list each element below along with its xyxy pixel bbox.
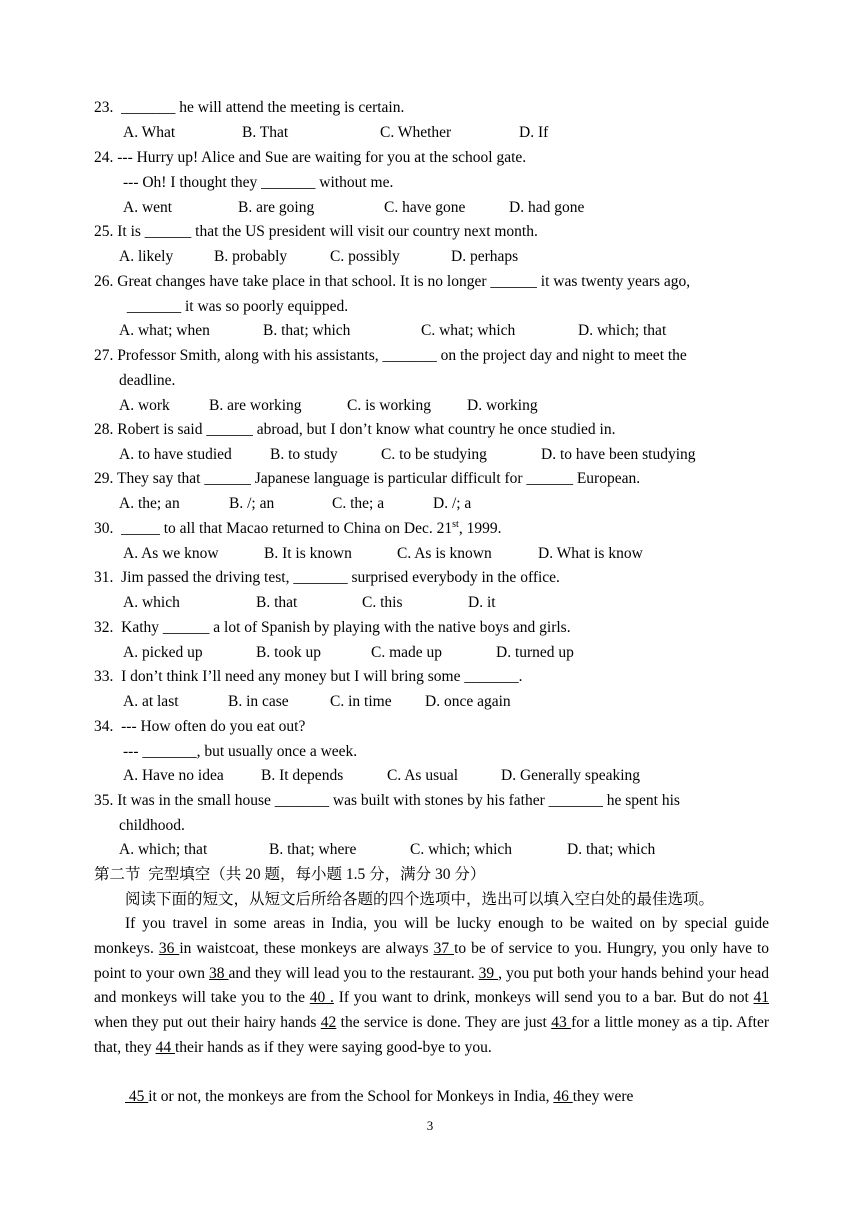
option-d: D. If (519, 124, 549, 141)
option-b: B. that (256, 594, 298, 611)
option-d: D. perhaps (451, 248, 519, 265)
option-d: D. turned up (496, 644, 574, 661)
blank-41: 41 (753, 989, 770, 1007)
option-d: D. once again (425, 693, 511, 710)
option-b: B. to study (270, 446, 338, 463)
option-d: D. that; which (567, 841, 656, 858)
option-c: C. Whether (380, 124, 452, 141)
option-c: C. the; a (332, 495, 385, 512)
option-a: A. picked up (123, 644, 203, 661)
option-a: A. As we know (123, 545, 219, 562)
question-27-cont: deadline. (119, 372, 176, 389)
option-b: B. probably (214, 248, 288, 265)
option-a: A. which (123, 594, 180, 611)
question-24-cont: --- Oh! I thought they _______ without me. (123, 174, 394, 191)
option-c: C. As is known (397, 545, 492, 562)
section-title: 第二节 完型填空（共 20 题，每小题 1.5 分，满分 30 分） (94, 866, 486, 883)
question-33-stem: 33. I don’t think I’ll need any money but I will bring some _______. (94, 668, 523, 685)
option-a: A. Have no idea (123, 767, 224, 784)
option-b: B. are going (238, 199, 315, 216)
option-b: B. that; which (263, 322, 351, 339)
option-a: A. the; an (119, 495, 180, 512)
option-d: D. it (468, 594, 496, 611)
option-b: B. that; where (269, 841, 357, 858)
question-29-stem: 29. They say that ______ Japanese language is particular difficult for ______ European. (94, 470, 641, 487)
option-b: B. It is known (264, 545, 352, 562)
option-c: C. which; which (410, 841, 513, 858)
blank-44: 44 (155, 1038, 175, 1056)
passage-paragraph-1: If you travel in some areas in India, you will be lucky enough to be waited on by special guide monkeys. 36 in waistcoat, these monkeys are always 37 to be of service to you. Hungry, you only have to point to your own 38 and they will lead you to the restaurant. 39 , you put both your hands behind your head and monkeys will take you to the 40 . If you want to drink, monkeys will send you to a bar. But do not 41 when they put out their hairy hands 42 the service is done. They are just 43 for a little money as a tip. After that, they 44 their hands as if they were saying good-bye to you. (94, 915, 770, 1056)
blank-40: 40 . (309, 989, 334, 1007)
blank-38: 38 (209, 964, 229, 982)
option-b: B. /; an (229, 495, 275, 512)
question-31-stem: 31. Jim passed the driving test, _______ surprised everybody in the office. (94, 569, 560, 586)
option-c: C. in time (330, 693, 392, 710)
blank-45: 45 (125, 1088, 149, 1105)
question-25-stem: 25. It is ______ that the US president will visit our country next month. (94, 223, 538, 240)
blank-37: 37 (433, 939, 455, 957)
option-c: C. to be studying (381, 446, 487, 463)
question-34-stem: 34. --- How often do you eat out? (94, 718, 306, 735)
question-30-stem: 30. _____ to all that Macao returned to China on Dec. 21st, 1999. (94, 518, 502, 537)
option-b: B. It depends (261, 767, 344, 784)
option-b: B. are working (209, 397, 302, 414)
option-c: C. have gone (384, 199, 466, 216)
option-d: D. had gone (509, 199, 585, 216)
option-c: C. possibly (330, 248, 400, 265)
option-d: D. working (467, 397, 538, 414)
option-d: D. What is know (538, 545, 643, 562)
passage-paragraph-2: 45 it or not, the monkeys are from the School for Monkeys in India, 46 they were (125, 1088, 634, 1105)
option-b: B. in case (228, 693, 289, 710)
option-d: D. to have been studying (541, 446, 696, 463)
option-c: C. As usual (387, 767, 459, 784)
question-35-stem: 35. It was in the small house _______ was built with stones by his father _______ he spent his (94, 792, 680, 809)
question-23-stem: 23. _______ he will attend the meeting is certain. (94, 99, 405, 116)
option-c: C. is working (347, 397, 431, 414)
option-b: B. That (242, 124, 289, 141)
blank-42: 42 (320, 1014, 337, 1032)
question-26-cont: _______ it was so poorly equipped. (123, 298, 349, 315)
option-d: D. which; that (578, 322, 667, 339)
option-a: A. work (119, 397, 170, 414)
question-32-stem: 32. Kathy ______ a lot of Spanish by playing with the native boys and girls. (94, 619, 571, 636)
option-d: D. Generally speaking (501, 767, 641, 784)
option-b: B. took up (256, 644, 322, 661)
page-number: 3 (426, 1118, 434, 1133)
option-a: A. likely (119, 248, 174, 265)
question-26-stem: 26. Great changes have take place in that school. It is no longer ______ it was twenty years ago, (94, 273, 691, 290)
option-a: A. What (123, 124, 176, 141)
section-instruction: 阅读下面的短文，从短文后所给各题的四个选项中，选出可以填入空白处的最佳选项。 (125, 891, 715, 908)
option-a: A. at last (123, 693, 179, 710)
blank-46: 46 (553, 1088, 573, 1105)
option-c: C. what; which (421, 322, 516, 339)
option-c: C. made up (371, 644, 443, 661)
option-a: A. to have studied (119, 446, 232, 463)
question-27-stem: 27. Professor Smith, along with his assistants, _______ on the project day and night to meet the (94, 347, 687, 364)
blank-36: 36 (158, 939, 180, 957)
option-a: A. went (123, 199, 173, 216)
option-c: C. this (362, 594, 403, 611)
option-a: A. which; that (119, 841, 208, 858)
blank-43: 43 (551, 1014, 572, 1032)
question-35-cont: childhood. (119, 817, 185, 834)
blank-39: 39 (478, 964, 499, 982)
option-d: D. /; a (433, 495, 472, 512)
question-28-stem: 28. Robert is said ______ abroad, but I don’t know what country he once studied in. (94, 421, 616, 438)
question-24-stem: 24. --- Hurry up! Alice and Sue are waiting for you at the school gate. (94, 149, 527, 166)
question-34-cont: --- _______, but usually once a week. (123, 743, 358, 760)
option-a: A. what; when (119, 322, 210, 339)
